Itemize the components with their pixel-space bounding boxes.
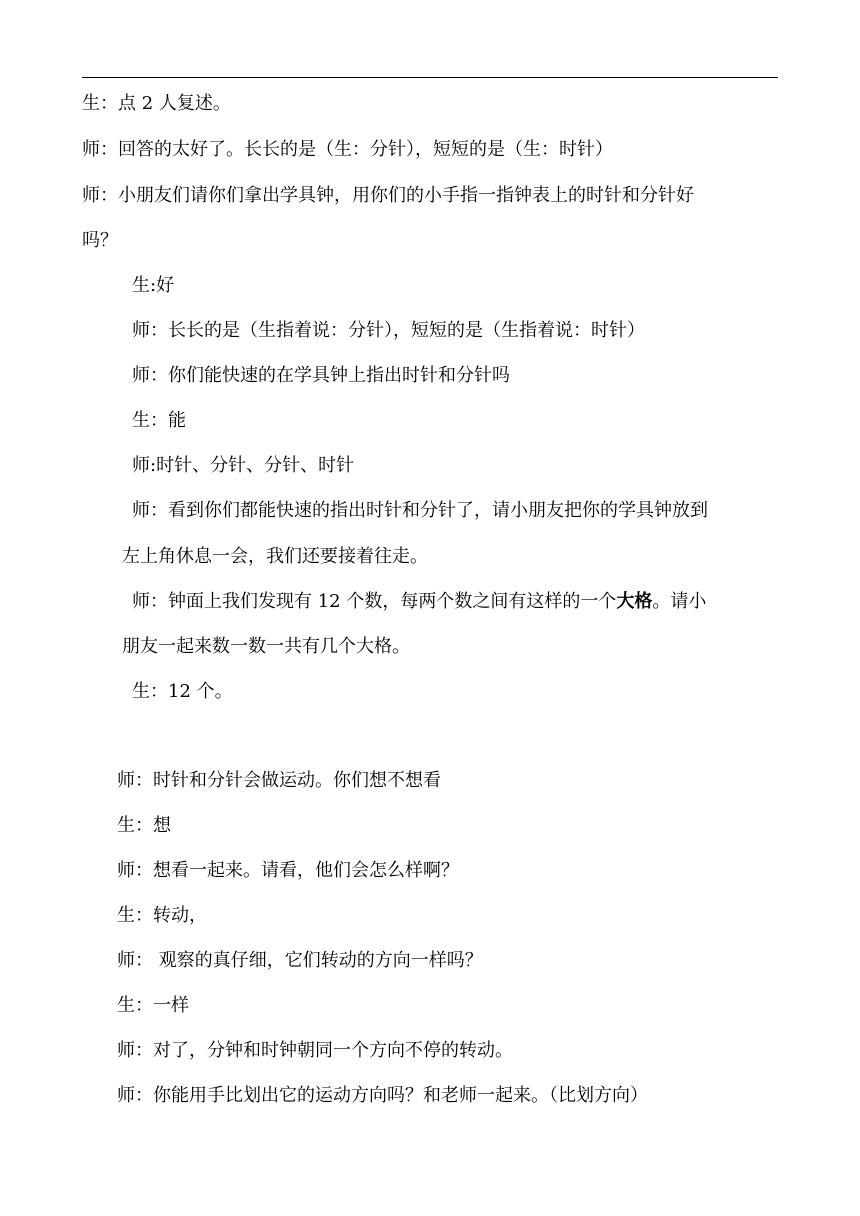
text-line-4: 吗？ <box>82 230 118 251</box>
text-line-18: 生：转动， <box>117 905 207 926</box>
text-line-9: 师:时针、分针、分针、时针 <box>132 455 355 476</box>
text-line-3: 师：小朋友们请你们拿出学具钟，用你们的小手指一指钟表上的时针和分针好 <box>82 185 694 206</box>
text-line-10: 师：看到你们都能快速的指出时针和分针了，请小朋友把你的学具钟放到 <box>132 500 708 521</box>
text-line-8: 生：能 <box>132 410 186 431</box>
text-line-22: 师：你能用手比划出它的运动方向吗？和老师一起来。（比划方向） <box>117 1085 648 1106</box>
text-line-7: 师：你们能快速的在学具钟上指出时针和分针吗 <box>132 365 510 386</box>
emphasized-term: 大格 <box>616 591 653 612</box>
text-line-6: 师：长长的是（生指着说：分针），短短的是（生指着说：时针） <box>132 320 645 341</box>
text-line-2: 师：回答的太好了。长长的是（生：分针），短短的是（生：时针） <box>82 139 613 160</box>
text-line-19: 师： 观察的真仔细，它们转动的方向一样吗？ <box>117 950 483 971</box>
text-line-12 <box>132 593 706 611</box>
text-line-14: 生：12 个。 <box>132 681 233 702</box>
text-line-17: 师：想看一起来。请看，他们会怎么样啊？ <box>117 860 459 881</box>
text-line-21: 师：对了，分钟和时钟朝同一个方向不停的转动。 <box>117 1040 513 1061</box>
text-line-12-part-2: 。请小 <box>652 591 707 612</box>
text-line-20: 生：一样 <box>117 995 189 1016</box>
text-line-13: 朋友一起来数一数一共有几个大格。 <box>122 636 410 657</box>
text-line-1: 生：点 2 人复述。 <box>82 93 231 114</box>
text-line-12-part-1: 师：钟面上我们发现有 12 个数，每两个数之间有这样的一个 <box>132 591 617 612</box>
text-line-11: 左上角休息一会，我们还要接着往走。 <box>122 546 428 567</box>
text-line-15: 师：时针和分针会做运动。你们想不想看 <box>117 770 441 791</box>
header-rule <box>82 77 778 78</box>
text-line-5: 生:好 <box>132 275 175 296</box>
text-line-16: 生：想 <box>117 815 171 836</box>
